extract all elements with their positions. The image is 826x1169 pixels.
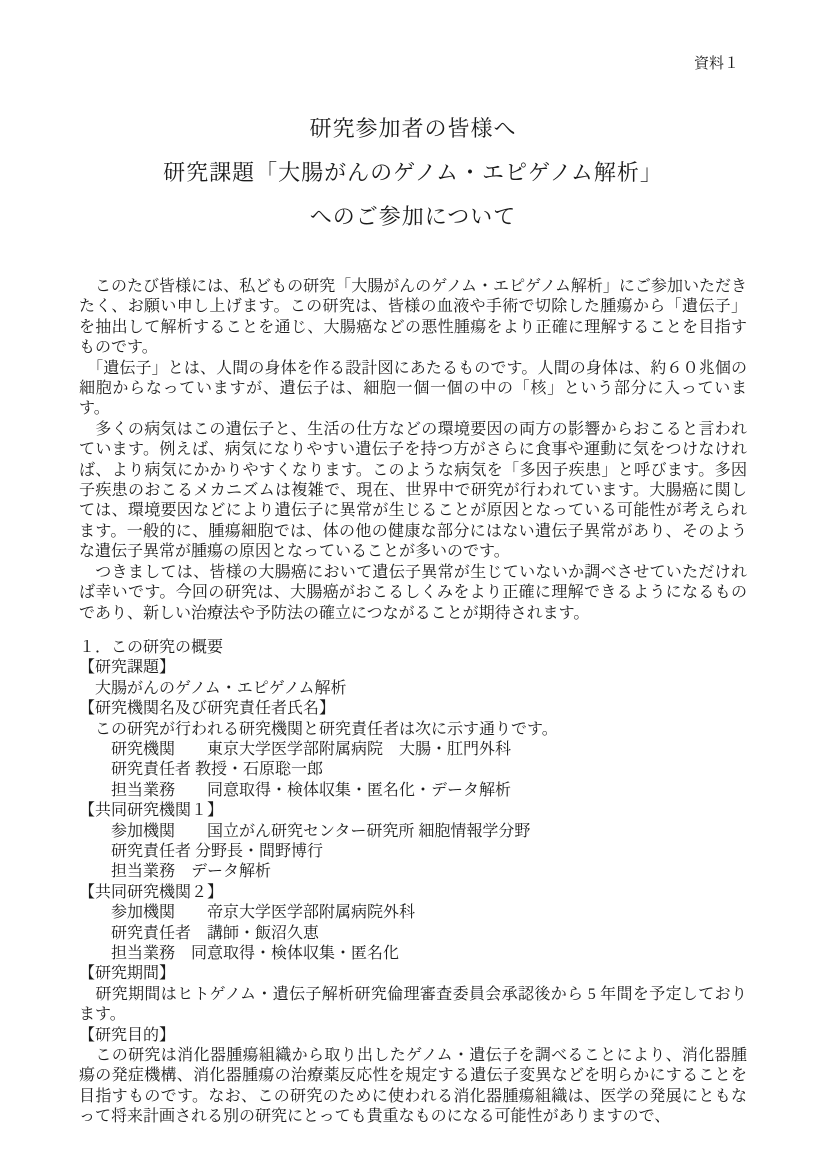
intro-paragraph-3: 多くの病気はこの遺伝子と、生活の仕方などの環境要因の両方の影響からおこると言われています。例えば、病気になりやすい遺伝子を持つ方がさらに食事や運動に気をつけなければ、より病気にかかりやすくなります。このような病気を「多因子疾患」と呼びます。多因子疾患のおこるメカニズムは複雑で、現在、世界中で研究が行われています。大腸癌に関しては、環境要因などにより遺伝子に異常が生じることが原因となっている可能性が考えられます。一般的に、腫瘍細胞では、体の他の健康な部分にはない遺伝子異常があり、そのような遺伝子異常が腫瘍の原因となっていることが多いのです。 xyxy=(79,420,747,561)
overview-line-collab2-institution: 参加機関 帝京大学医学部附属病院外科 xyxy=(79,904,416,922)
overview-line-collab2-duties: 担当業務 同意取得・検体収集・匿名化 xyxy=(79,945,400,962)
overview-line-institution-intro: この研究が行われる研究機関と研究責任者は次に示す通りです。 xyxy=(79,720,558,738)
overview-line-collab2-researcher: 研究責任者 講師・飯沼久恵 xyxy=(79,924,320,942)
document-title-line-3: へのご参加について xyxy=(309,204,517,229)
section-heading: １．この研究の概要 xyxy=(79,638,224,656)
overview-line-research-title-header: 【研究課題】 xyxy=(79,659,176,677)
overview-line-duties: 担当業務 同意取得・検体収集・匿名化・データ解析 xyxy=(79,781,512,799)
overview-line-lead-researcher: 研究責任者 教授・石原聡一郎 xyxy=(79,761,324,779)
intro-paragraph-1: このたび皆様には、私どもの研究「大腸がんのゲノム・エピゲノム解析」にご参加いただきたく、お願い申し上げます。この研究は、皆様の血液や手術で切除した腫瘍から「遺伝子」を抽出して解析することを通じ、大腸癌などの悪性腫瘍をより正確に理解することを目指すものです。 xyxy=(79,278,747,357)
overview-line-purpose-header: 【研究目的】 xyxy=(79,1026,176,1044)
intro-paragraph-4: つきましては、皆様の大腸癌において遺伝子異常が生じていないか調べさせていただければ幸いです。今回の研究は、大腸癌がおこるしくみをより正確に理解できるようになるものであり、新しい治療法や予防法の確立につながることが期待されます。 xyxy=(79,563,747,622)
overview-line-collab1-researcher: 研究責任者 分野長・間野博行 xyxy=(79,842,324,860)
overview-line-collab1-duties: 担当業務 データ解析 xyxy=(79,863,272,881)
document-title-line-2: 研究課題「大腸がんのゲノム・エピゲノム解析」 xyxy=(163,160,663,185)
overview-line-period-header: 【研究期間】 xyxy=(79,965,176,983)
overview-line-period-text: 研究期間はヒトゲノム・遺伝子解析研究倫理審査委員会承認後から 5 年間を予定しております。 xyxy=(79,985,747,1024)
overview-line-purpose-text: この研究は消化器腫瘍組織から取り出したゲノム・遺伝子を調べることにより、消化器腫瘍の発症機構、消化器腫瘍の治療薬反応性を規定する遺伝子変異などを明らかにすることを目指すものです。なお、この研究のために使われる消化器腫瘍組織は、医学の発展にともなって将来計画される別の研究にとっても貴重なものになる可能性がありますので、 xyxy=(79,1047,747,1126)
overview-line-institution-header: 【研究機関名及び研究責任者氏名】 xyxy=(79,700,336,718)
document-body xyxy=(79,277,747,1128)
overview-line-research-title: 大腸がんのゲノム・エピゲノム解析 xyxy=(79,679,347,697)
document-number: 資料１ xyxy=(693,56,739,72)
document-title xyxy=(79,115,747,231)
overview-line-collab1-institution: 参加機関 国立がん研究センター研究所 細胞情報学分野 xyxy=(79,822,531,840)
overview-line-institution: 研究機関 東京大学医学部附属病院 大腸・肛門外科 xyxy=(79,740,512,758)
document-title-line-1: 研究参加者の皆様へ xyxy=(309,116,517,141)
overview-line-collab1-header: 【共同研究機関１】 xyxy=(79,802,224,820)
intro-paragraph-2: 「遺伝子」とは、人間の身体を作る設計図にあたるものです。人間の身体は、約６０兆個の細胞からなっていますが、遺伝子は、細胞一個一個の中の「核」という部分に入っています。 xyxy=(79,359,747,418)
overview-line-collab2-header: 【共同研究機関２】 xyxy=(79,883,224,901)
overview-section xyxy=(79,638,747,1128)
